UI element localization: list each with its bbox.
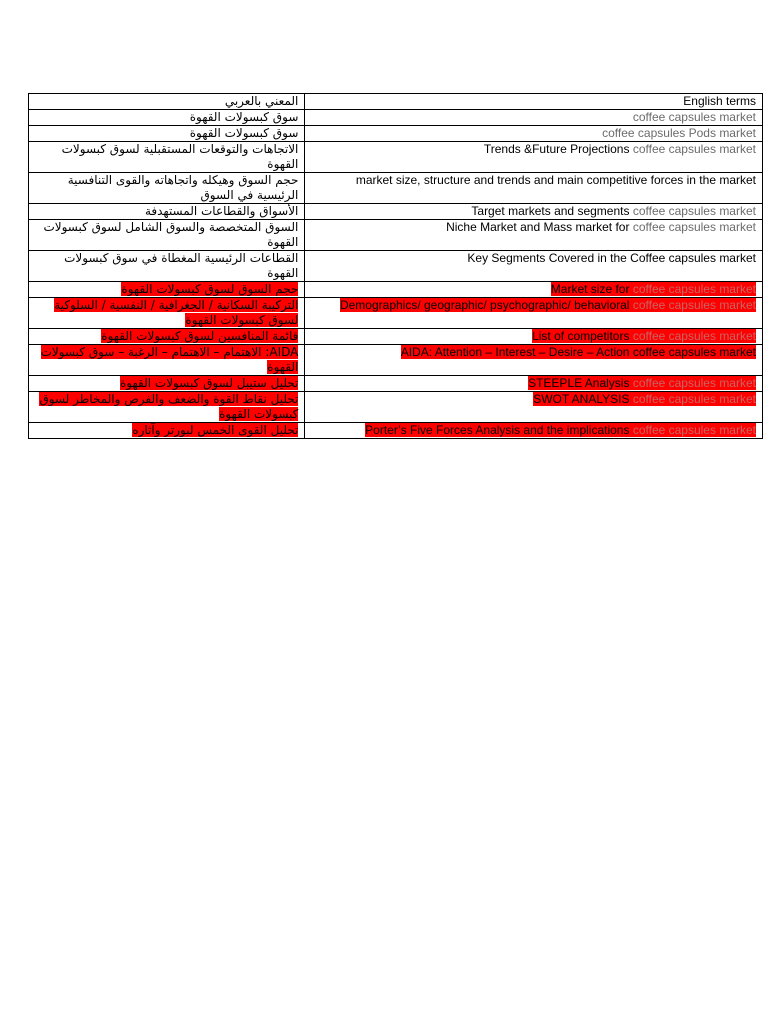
arabic-term: تحليل نقاط القوة والضعف والفرص والمخاطر لسوق كبسولات القهوة [39,392,299,421]
english-term-market-text: coffee capsules market [632,142,756,156]
english-term-text: market size, structure and trends and main competitive forces in the market [355,173,756,187]
english-term-text: Key Segments Covered in the Coffee capsules market [467,251,756,265]
arabic-term-cell [29,345,305,376]
table-row [29,110,763,126]
english-term-text: Market size for [550,282,633,296]
arabic-term: القطاعات الرئيسية المغطاة في سوق كبسولات القهوة [64,251,299,280]
english-term-market-text: coffee capsules Pods market [602,126,756,140]
english-header-cell [305,94,763,110]
english-term-text: Target markets and segments [471,204,633,218]
english-term [528,376,756,390]
table-row [29,204,763,220]
table-header-row [29,94,763,110]
english-header-label: English terms [683,94,756,108]
english-term-market-text: coffee capsules market [632,392,756,406]
arabic-term-cell [29,173,305,204]
table-row [29,142,763,173]
english-term-text: List of competitors [532,329,633,343]
english-term [467,251,756,265]
english-term [365,423,756,437]
arabic-term-cell [29,204,305,220]
english-term-cell [305,204,763,220]
english-term-cell [305,110,763,126]
table-row [29,423,763,439]
table-row [29,126,763,142]
arabic-term: الأسواق والقطاعات المستهدفة [144,204,299,218]
english-term-market-text: coffee capsules market [632,298,756,312]
arabic-term-cell [29,220,305,251]
english-term [471,204,756,218]
english-term-cell [305,423,763,439]
english-term [401,345,756,359]
english-term-market-text: coffee capsules market [632,329,756,343]
arabic-term-cell [29,423,305,439]
english-term-market-text: coffee capsules market [632,282,756,296]
english-term-cell [305,251,763,282]
table-row [29,220,763,251]
english-term-cell [305,142,763,173]
english-term [484,142,756,156]
terms-table [28,93,763,439]
arabic-term: تحليل ستيبل لسوق كبسولات القهوة [120,376,299,390]
english-term [551,282,756,296]
english-term-market-text: coffee capsules market [632,204,756,218]
arabic-term: حجم السوق لسوق كبسولات القهوة [121,282,299,296]
arabic-header-label: المعني بالعربي [224,94,299,108]
english-term [446,220,756,234]
english-term [356,173,756,187]
arabic-term: تحليل القوى الخمس لبورتر وآثاره [132,423,299,437]
english-term-cell [305,345,763,376]
english-term [533,392,756,406]
english-term-text: SWOT ANALYSIS [533,392,633,406]
arabic-term: السوق المتخصصة والسوق الشامل لسوق كبسولات القهوة [43,220,299,249]
arabic-term-cell [29,376,305,392]
english-term-cell [305,329,763,345]
english-term-cell [305,220,763,251]
english-term-market-text: coffee capsules market [632,423,756,437]
table-row [29,282,763,298]
arabic-term: AIDA: الاهتمام – الاهتمام – الرغبة – سوق كبسولات القهوة [40,345,299,374]
table-row [29,298,763,329]
english-term-text: Demographics/ geographic/ psychographic/ behavioral [339,298,633,312]
arabic-term: الاتجاهات والتوقعات المستقبلية لسوق كبسولات القهوة [61,142,299,171]
arabic-term-cell [29,329,305,345]
english-term-text: Porter’s Five Forces Analysis and the implications [365,423,633,437]
english-term-cell [305,126,763,142]
arabic-term-cell [29,110,305,126]
english-term-cell [305,282,763,298]
english-term [340,298,756,312]
table-row [29,345,763,376]
table-row [29,329,763,345]
english-term-cell [305,173,763,204]
english-term-cell [305,392,763,423]
arabic-term-cell [29,142,305,173]
english-term [602,126,756,140]
arabic-term: التركيبة السكانية / الجغرافية / النفسية / السلوكية لسوق كبسولات القهوة [54,298,299,327]
arabic-header-cell [29,94,305,110]
english-term-text: STEEPLE Analysis [528,376,633,390]
english-term-market-text: coffee capsules market [632,220,756,234]
english-term-cell [305,376,763,392]
table-row [29,376,763,392]
english-term [532,329,756,343]
arabic-term-cell [29,298,305,329]
arabic-term: قائمة المنافسين لسوق كبسولات القهوة [101,329,299,343]
table-row [29,173,763,204]
english-term-cell [305,298,763,329]
arabic-term-cell [29,251,305,282]
english-term-text: Trends &Future Projections [483,142,633,156]
arabic-term-cell [29,282,305,298]
english-term-market-text: coffee capsules market [632,110,756,124]
english-term-market-text: coffee capsules market [632,376,756,390]
table-row [29,251,763,282]
arabic-term-cell [29,126,305,142]
table-row [29,392,763,423]
arabic-term-cell [29,392,305,423]
arabic-term: سوق كبسولات القهوة [189,110,299,124]
arabic-term: حجم السوق وهيكله واتجاهاته والقوى التنافسية الرئيسية في السوق [67,173,299,202]
english-term [633,110,756,124]
english-term-text: AIDA: Attention – Interest – Desire – Action coffee capsules market [400,345,756,359]
arabic-term: سوق كبسولات القهوة [189,126,299,140]
english-term-text: Niche Market and Mass market for [446,220,633,234]
